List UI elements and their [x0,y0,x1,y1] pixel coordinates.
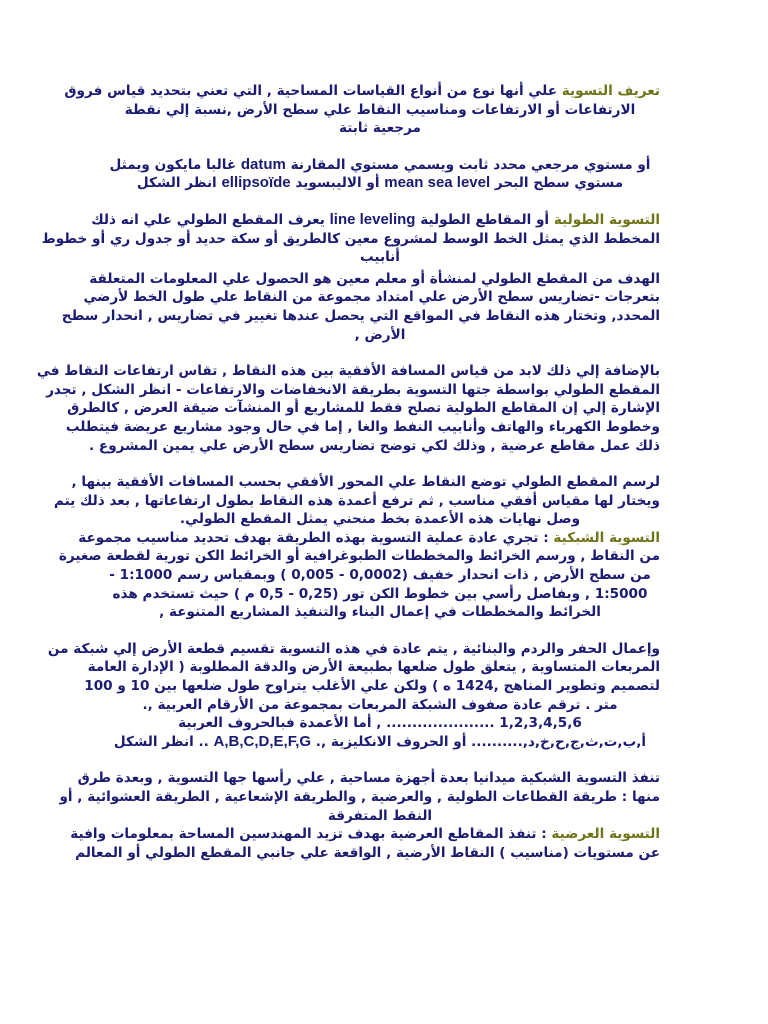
longitudinal-line-2: المخطط الذي يمثل الخط الوسط لمشروع معين كالطريق أو سكة حديد أو جدول ري أو خطوط [41,230,660,247]
goal-line-4: الأرض , [354,326,406,343]
longitudinal-term: التسوية الطولية [553,211,660,228]
ellipsoide-term: ellipsoïde [221,174,291,192]
drawing-paragraph [53,473,660,529]
cross-term: التسوية العرضية [551,826,660,843]
addition-line-1: بالإضافة إلي ذلك لابد من قياس المسافة الأفقية بين هذه النقاط , تقاس ارتفاعات النقاط في [36,363,660,380]
definition-line-1-rest: علي أنها نوع من أنواع القياسات المساحية , التي تعني بتحديد قياس فروق [64,83,562,99]
goal-line-1: الهدف من المقطع الطولي لمنشأة أو معلم معين هو الحصول علي المعلومات المتعلقة [89,270,660,287]
grid-term: التسوية الشبكية [553,529,660,546]
execution-paragraph [59,769,660,825]
grid-line-5: الخرائط والمخططات في إعمال البناء والتنفيذ المشاريع المتنوعة , [159,604,601,621]
excavation-paragraph [47,640,660,752]
mean-sea-level-term: mean sea level [384,174,491,192]
excavation-line-4: متر . ترقم عادة صفوف الشبكة المربعات بمجموعة من الأرقام العربية ,. [142,696,618,713]
excavation-line-3: لتصميم وتطوير المناهج ,1424 ه ) ولكن علي الأغلب يتراوح طول ضلعها بين 10 و 100 [84,678,660,695]
excavation-line-2: المربعات المتساوية , يتعلق طول ضلعها بطبيعة الأرض والدقة المطلوبة ( الإدارة العامة [87,659,660,676]
addition-line-3: الإشارة إلي إن المقاطع الطولية تصلح فقط للمشاريع أو المنشآت ضيقة العرض , كالطرق [67,400,660,417]
goal-line-3: المحدد, وتختار هذه النقاط في المواقع التي يحصل عندها تغيير في تضاريس , انحدار سطح [61,307,660,324]
datum-line-1-a: أو مستوي مرجعي محدد ثابت ويسمي مستوي المقارنة [290,156,651,173]
drawing-line-1: لرسم المقطع الطولي توضع النقاط علي المحور الأفقي بحسب المسافات الأفقية بينها , [71,474,660,491]
datum-line-1-c: غالبا مايكون ويمثل [109,156,237,173]
drawing-line-2: ويختار لها مقياس أفقي مناسب , ثم ترفع أعمدة هذه النقاط بطول ارتفاعاتها , بعد ذلك يتم [53,492,660,509]
addition-line-2: المقطع الطولي بواسطة جتها التسوية بطريقة الانخفاضات والارتفاعات - انظر الشكل , تجدر [46,381,660,398]
english-letters: A,B,C,D,E,F,G [213,732,312,750]
addition-line-4: وخطوط الكهرباء والهاتف وأنابيب النفط والغا , إما في حال وجود مشاريع عريضة فيتطلب [65,418,660,435]
longitudinal-line-3: أنابيب [360,249,400,266]
execution-line-3: النقط المتفرقة [327,807,433,824]
line-leveling-term: line leveling [329,210,416,228]
goal-line-2: بتعرجات -تضاريس سطح الأرض علي امتداد مجموعة من النقاط علي طول الخط لأرضي [83,289,660,306]
addition-line-5: ذلك عمل مقاطع عرضية , وذلك لكي توضح تضاريس سطح الأرض علي يمين المشروع . [89,437,660,454]
datum-line-2-a: مستوي سطح البحر [494,175,624,192]
addition-paragraph [36,362,660,455]
datum-term: datum [240,155,286,173]
excavation-line-6-a: أ,ب,ت,ث,ج,ح,خ,د,.......... أو الحروف الانكليزية ,. [315,733,647,750]
execution-line-1: تنفذ التسوية الشبكية ميدانيا بعدة أجهزة مساحية , علي رأسها جها التسوية , وبعدة طرق [77,770,660,787]
document-page [36,82,660,862]
definition-line-3: مرجعية ثابتة [339,120,421,137]
grid-line-1-a: : تجري عادة عملية التسوية بهذه الطريقة بهدف تحديد مناسيب مجموعة [78,529,549,546]
datum-paragraph [100,156,660,193]
excavation-line-5: 1,2,3,4,5,6 ..................... , أما الأعمدة فبالحروف العربية [178,715,582,732]
datum-line-2-c: أو الاليبسويد [295,175,380,192]
longitudinal-line-1-c: يعرف المقطع الطولي علي انه ذلك [91,211,325,228]
grid-line-3: من سطح الأرض , ذات انحدار خفيف (0,0002 - 0,005 ) وبمقياس رسم 1:1000 - [109,567,651,584]
cross-paragraph [70,825,660,862]
longitudinal-paragraph [41,210,660,267]
cross-line-2: عن مستويات (مناسيب ) النقاط الأرضية , الواقعة علي جانبي المقطع الطولي أو المعالم [75,844,660,861]
datum-line-2-e: انظر الشكل [136,175,217,192]
goal-paragraph [61,270,660,344]
definition-paragraph [64,82,660,138]
grid-line-4: 1:5000 , وبفاصل رأسي بين خطوط الكن تور (0,25 - 0,5 م ) حيث تستخدم هذه [112,585,648,602]
excavation-line-1: وإعمال الحفر والردم والبنائية , يتم عادة في هذه التسوية تقسيم قطعة الأرض إلي شبكة من [47,640,660,657]
cross-line-1-a: : تنفذ المقاطع العرضية بهدف تزيد المهندسين المساحة بمعلومات وافية [70,826,547,843]
grid-line-2: من النقاط , ورسم الخرائط والمخططات الطبوغرافية أو الخرائط الكن تورية لقطعة صغيرة [58,548,660,565]
definition-term: تعريف التسوية [561,83,660,99]
execution-line-2: منها : طريقة القطاعات الطولية , والعرضية , والطريقة الإشعاعية , الطريقة العشوائية , أو [59,789,660,805]
excavation-line-6-c: .. انظر الشكل [113,733,209,750]
grid-paragraph [58,529,660,622]
longitudinal-line-1-a: أو المقاطع الطولية [420,211,550,228]
drawing-line-3: وصل نهايات هذه الأعمدة بخط منحني يمثل المقطع الطولي. [179,511,581,528]
definition-line-2: الارتفاعات أو الارتفاعات ومناسيب النقاط علي سطح الأرض ,نسبة إلي نقطة [124,101,636,118]
